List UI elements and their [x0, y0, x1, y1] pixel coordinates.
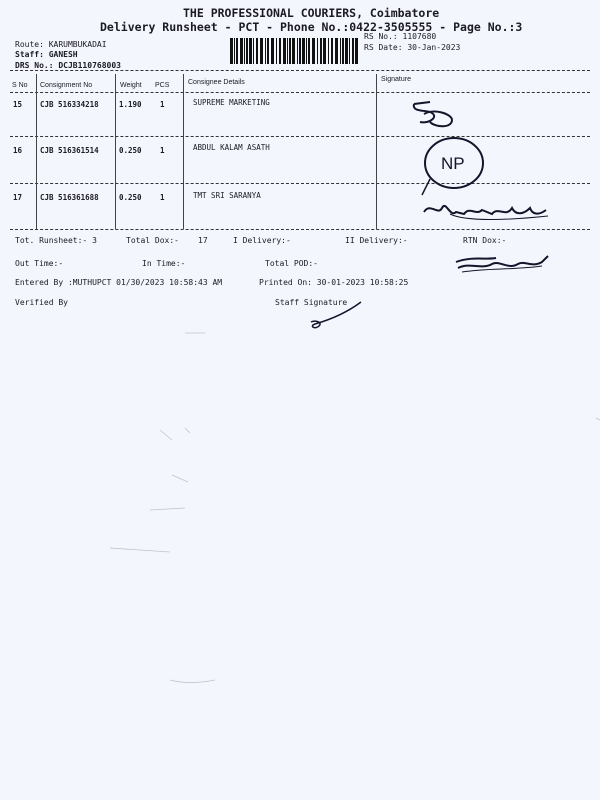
- row-pcs: 1: [160, 193, 165, 202]
- col-header-pcs: PCS: [155, 82, 170, 89]
- row-sno: 15: [13, 100, 23, 109]
- stamp-text: NP: [441, 154, 465, 173]
- row-weight: 0.250: [119, 193, 142, 202]
- ii-delivery: II Delivery:-: [345, 236, 408, 245]
- runsheet-title: Delivery Runsheet - PCT - Phone No.:0422-3505555 - Page No.:3: [100, 20, 523, 34]
- drs-number: DRS No.: DCJB110768003: [15, 61, 121, 70]
- rs-date: RS Date: 30-Jan-2023: [364, 43, 461, 52]
- tot-runsheet: Tot. Runsheet:- 3: [15, 236, 97, 245]
- col-header-sno: S No: [12, 82, 28, 89]
- company-title: THE PROFESSIONAL COURIERS, Coimbatore: [183, 6, 440, 20]
- row-pcs: 1: [160, 146, 165, 155]
- col-header-consignee: Consignee Details: [188, 79, 245, 86]
- route-label: Route: KARUMBUKADAI: [15, 40, 107, 49]
- row-consignee: ABDUL KALAM ASATH: [193, 143, 270, 152]
- in-time: In Time:-: [142, 259, 186, 268]
- col-header-consignment: Consignment No: [40, 82, 93, 89]
- staff-signature-label: Staff Signature: [275, 298, 348, 307]
- row-pcs: 1: [160, 100, 165, 109]
- rtn-dox: RTN Dox:-: [463, 236, 507, 245]
- row-consignment: CJB 516361514: [40, 146, 99, 155]
- total-dox-label: Total Dox:-: [126, 236, 179, 245]
- col-header-signature: Signature: [381, 76, 411, 83]
- row-weight: 0.250: [119, 146, 142, 155]
- row-sno: 16: [13, 146, 23, 155]
- entered-by: Entered By :MUTHUPCT 01/30/2023 10:58:43 AM: [15, 278, 223, 287]
- row-consignment: CJB 516334218: [40, 100, 99, 109]
- staff-label: Staff: GANESH: [15, 50, 78, 59]
- row-sno: 17: [13, 193, 23, 202]
- rs-number: RS No.: 1107680: [364, 32, 437, 41]
- col-header-weight: Weight: [120, 82, 142, 89]
- verified-by: Verified By: [15, 298, 68, 307]
- row-weight: 1.190: [119, 100, 142, 109]
- row-consignee: TMT SRI SARANYA: [193, 191, 261, 200]
- out-time: Out Time:-: [15, 259, 64, 268]
- i-delivery: I Delivery:-: [233, 236, 291, 245]
- total-pod: Total POD:-: [265, 259, 318, 268]
- row-consignee: SUPREME MARKETING: [193, 98, 270, 107]
- printed-on: Printed On: 30-01-2023 10:58:25: [259, 278, 409, 287]
- total-dox-value: 17: [198, 236, 208, 245]
- row-consignment: CJB 516361688: [40, 193, 99, 202]
